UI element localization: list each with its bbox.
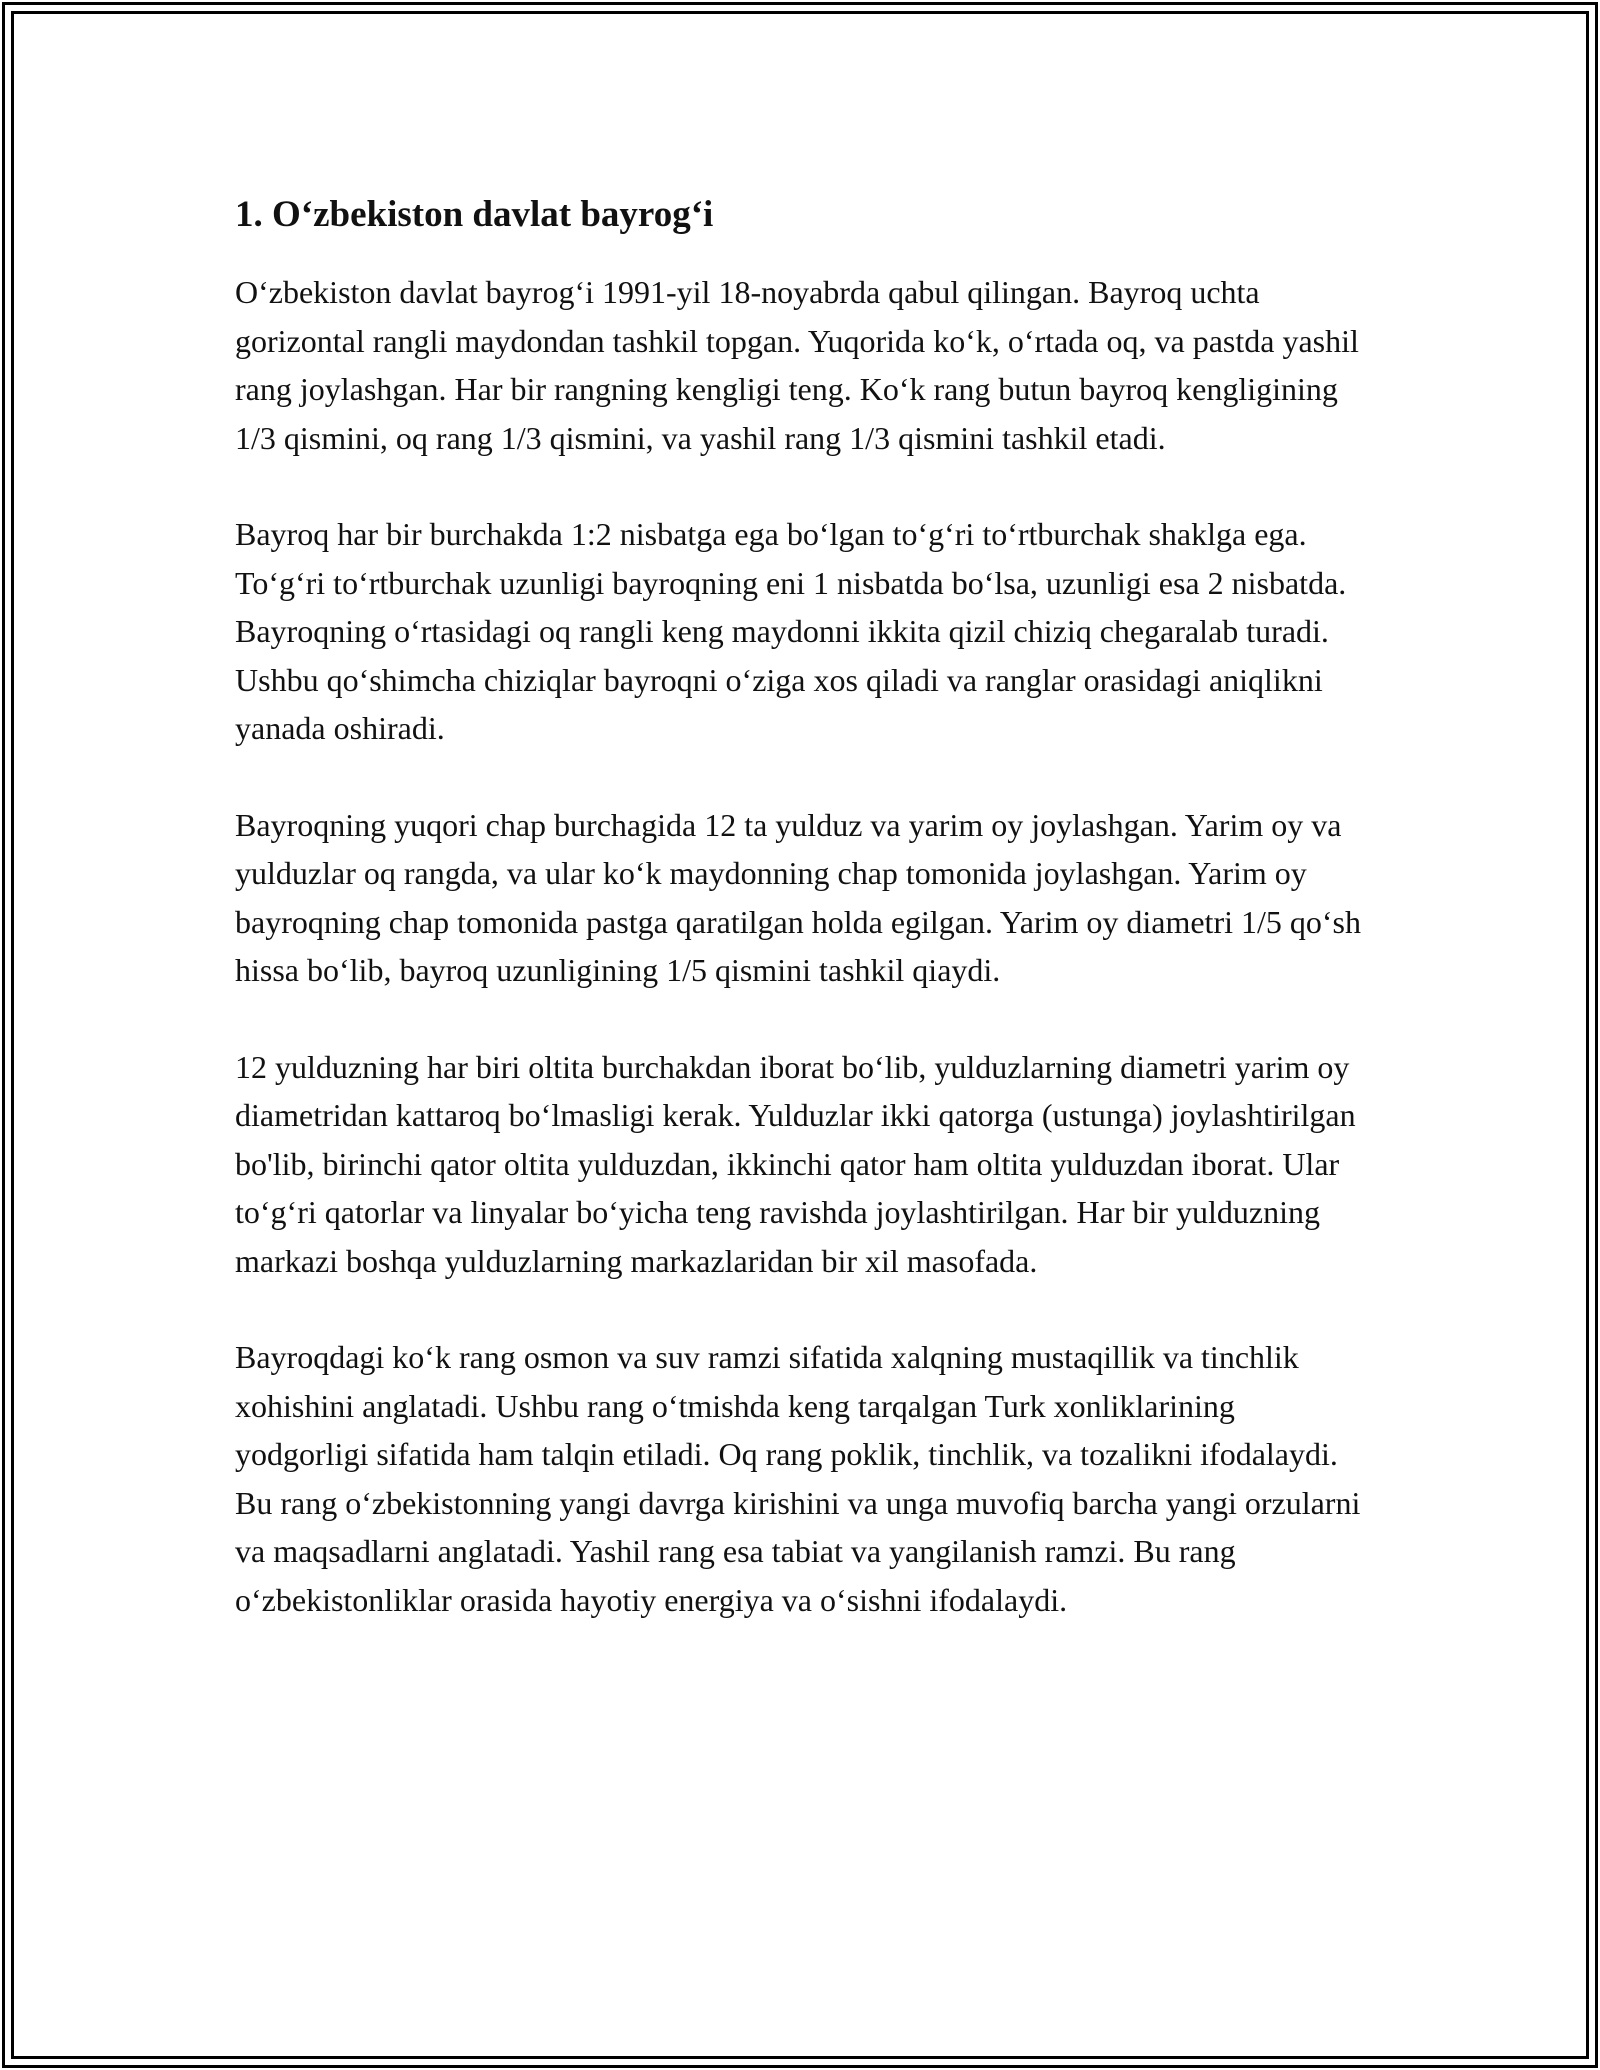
paragraph-flag-proportions: Bayroq har bir burchakda 1:2 nisbatga ega boʻlgan toʻgʻri toʻrtburchak shaklga ega. Toʻgʻri toʻrtburchak uzunligi bayroqning eni 1 nisbatda boʻlsa, uzunligi esa 2 nisbatda. Bayroqning oʻrtasidagi oq rangli keng maydonni ikkita qizil chiziq chegaralab turadi. Ushbu qoʻshimcha chiziqlar bayroqni oʻziga xos qiladi va ranglar orasidagi aniqlikni yanada oshiradi. [235, 516, 1347, 746]
document-body [235, 182, 1370, 1624]
paragraph-crescent-stars: Bayroqning yuqori chap burchagida 12 ta yulduz va yarim oy joylashgan. Yarim oy va yulduzlar oq rangda, va ular koʻk maydonning chap tomonida joylashgan. Yarim oy bayroqning chap tomonida pastga qaratilgan holda egilgan. Yarim oy diametri 1/5 qoʻsh hissa boʻlib, bayroq uzunligining 1/5 qismini tashkil qiaydi. [235, 806, 1361, 988]
paragraph-color-meaning: Bayroqdagi koʻk rang osmon va suv ramzi sifatida xalqning mustaqillik va tinchlik xohishini anglatadi. Ushbu rang oʻtmishda keng tarqalgan Turk xonliklarining yodgorligi sifatida ham talqin etiladi. Oq rang poklik, tinchlik, va tozalikni ifodalaydi. Bu rang oʻzbekistonning yangi davrga kirishini va unga muvofiq barcha yangi orzularni va maqsadlarni anglatadi. Yashil rang esa tabiat va yangilanish ramzi. Bu rang oʻzbekistonliklar orasida hayotiy energiya va oʻsishni ifodalaydi. [235, 1339, 1361, 1618]
paragraph-flag-adoption: Oʻzbekiston davlat bayrogʻi 1991-yil 18-noyabrda qabul qilingan. Bayroq uchta gorizontal rangli maydondan tashkil topgan. Yuqorida koʻk, oʻrtada oq, va pastda yashil rang joylashgan. Har bir rangning kengligi teng. Koʻk rang butun bayroq kengligining 1/3 qismini, oq rang 1/3 qismini, va yashil rang 1/3 qismini tashkil etadi. [235, 274, 1359, 456]
paragraph-star-layout: 12 yulduzning har biri oltita burchakdan iborat boʻlib, yulduzlarning diametri yarim oy diametridan kattaroq boʻlmasligi kerak. Yulduzlar ikki qatorga (ustunga) joylashtirilgan bo'lib, birinchi qator oltita yulduzdan, ikkinchi qator ham oltita yulduzdan iborat. Ular toʻgʻri qatorlar va linyalar boʻyicha teng ravishda joylashtirilgan. Har bir yulduzning markazi boshqa yulduzlarning markazlaridan bir xil masofada. [235, 1048, 1356, 1279]
section-heading: 1. Oʻzbekiston davlat bayrogʻi [235, 194, 714, 235]
